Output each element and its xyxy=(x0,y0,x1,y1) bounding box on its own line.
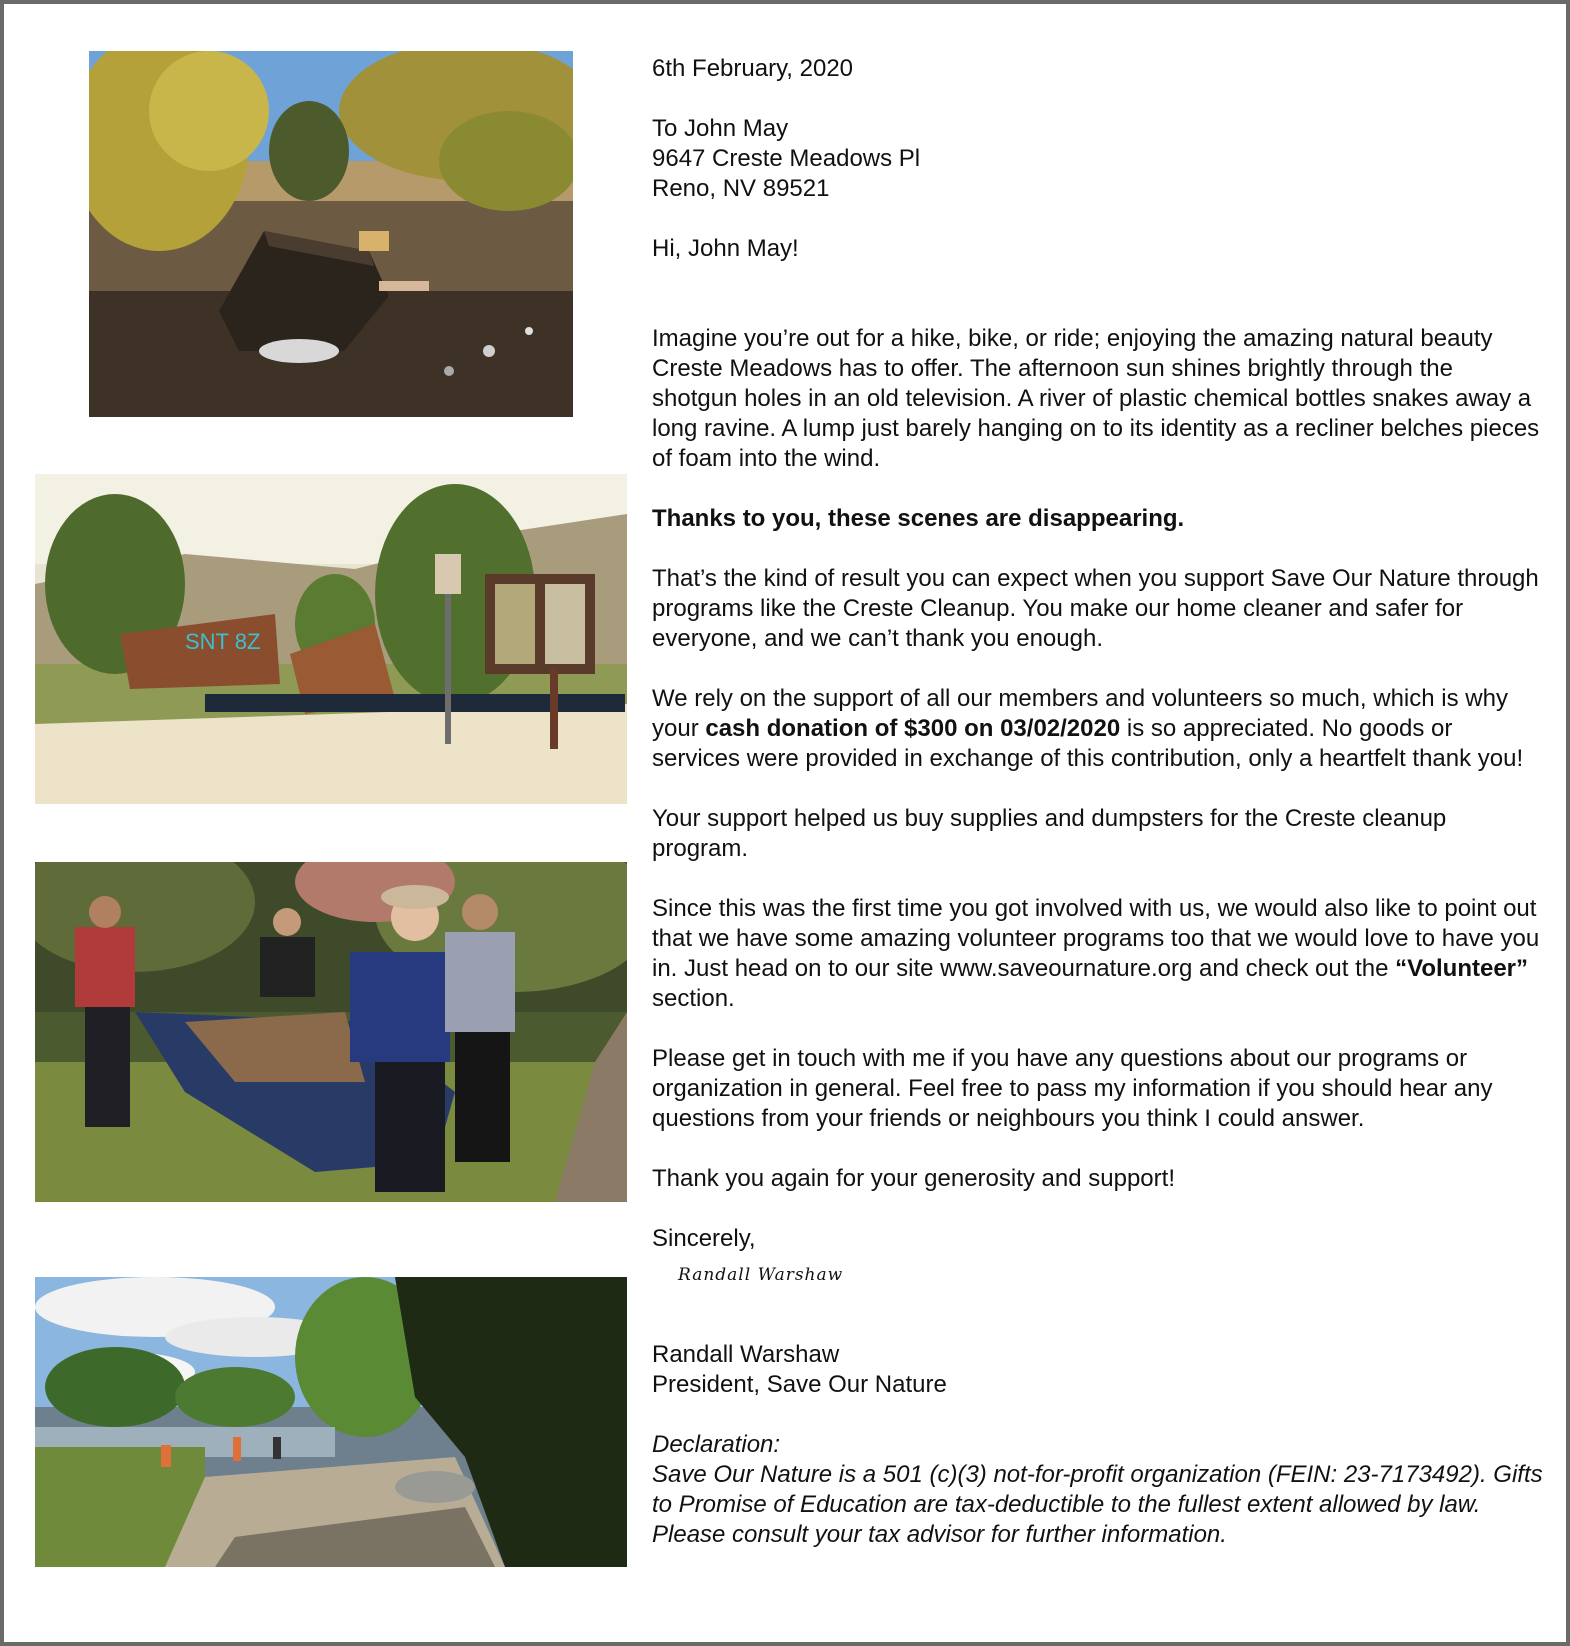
paragraph-closing-thanks: Thank you again for your generosity and support! xyxy=(652,1165,1175,1192)
thanks-bold: Thanks to you, these scenes are disappearing. xyxy=(652,505,1185,532)
recipient-street: 9647 Creste Meadows Pl xyxy=(652,145,921,172)
paragraph-thanks xyxy=(652,504,1544,534)
photo-graffiti-couches xyxy=(35,474,627,804)
greeting: Hi, John May! xyxy=(652,235,799,262)
signer-block xyxy=(652,1340,1544,1400)
closing: Sincerely, xyxy=(652,1225,756,1252)
recipient-city: Reno, NV 89521 xyxy=(652,175,830,202)
declaration-body: Save Our Nature is a 501 (c)(3) not-for-profit organization (FEIN: 23-7173492). Gifts to Promise of Education are tax-deductible to the fullest extent allowed by law. Please consult your tax advisor for further information. xyxy=(652,1461,1543,1548)
signature: Randall Warshaw xyxy=(678,1265,844,1285)
paragraph-result: That’s the kind of result you can expect when you support Save Our Nature through programs like the Creste Cleanup. You make our home cleaner and safer for everyone, and we can’t thank you enough. xyxy=(652,565,1539,652)
paragraph-contact: Please get in touch with me if you have any questions about our programs or organization in general. Feel free to pass my information if you should hear any questions from your friends or neighbours you think I could answer. xyxy=(652,1045,1493,1132)
recipient-name: To John May xyxy=(652,115,789,142)
volunteer-text-after: section. xyxy=(652,985,735,1012)
paragraph-volunteer xyxy=(652,894,1544,1014)
donation-amount: cash donation of $300 on 03/02/2020 xyxy=(705,715,1121,742)
declaration xyxy=(652,1430,1544,1550)
paragraph-intro: Imagine you’re out for a hike, bike, or ride; enjoying the amazing natural beauty Creste Meadows has to offer. The afternoon sun shines brightly through the shotgun holes in an old television. A river of plastic chemical bottles snakes away a long ravine. A lump just barely hanging on to its identity as a recliner belches pieces of foam into the wind. xyxy=(652,325,1540,472)
paragraph-supplies: Your support helped us buy supplies and dumpsters for the Creste cleanup program. xyxy=(652,805,1447,862)
photo-clean-river-path xyxy=(35,1277,627,1567)
donation-text-after: is so appreciated. No goods or services were provided in exchange of this contribution, only a heartfelt thank you! xyxy=(652,715,1524,772)
letter-body xyxy=(652,54,1544,1580)
paragraph-donation xyxy=(652,684,1544,774)
svg-text:SNT 8Z: SNT 8Z xyxy=(185,629,261,654)
volunteer-text-before: Since this was the first time you got involved with us, we would also like to point out that we have some amazing volunteer programs too that we would love to have you in. Just head on to our site www.saveournature.org and check out the xyxy=(652,895,1540,982)
volunteer-section-name: “Volunteer” xyxy=(1395,955,1529,982)
signer-title: President, Save Our Nature xyxy=(652,1371,947,1398)
donation-text-before: We rely on the support of all our members and volunteers so much, which is why your xyxy=(652,685,1508,742)
photo-volunteers-cleanup xyxy=(35,862,627,1202)
recipient-address xyxy=(652,114,1544,204)
photo-dumped-recliner xyxy=(89,51,573,417)
signer-name: Randall Warshaw xyxy=(652,1341,840,1368)
declaration-title: Declaration: xyxy=(652,1431,781,1458)
letter-date: 6th February, 2020 xyxy=(652,55,854,82)
